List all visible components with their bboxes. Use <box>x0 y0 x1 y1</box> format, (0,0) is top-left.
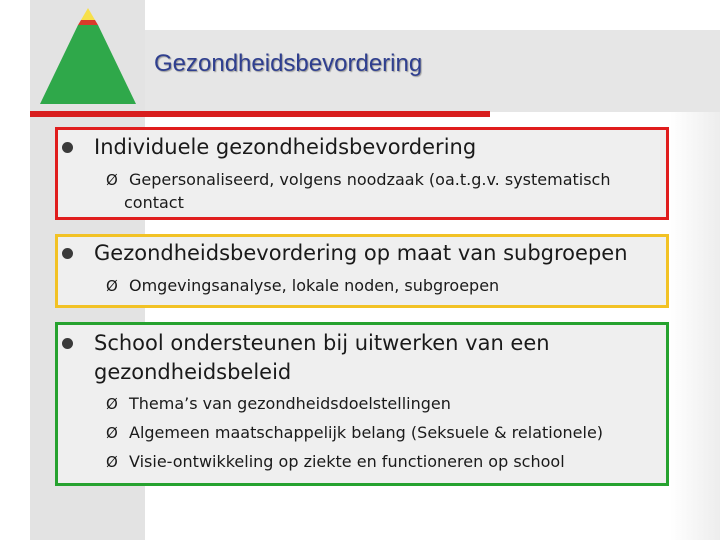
sub-item-text: Algemeen maatschappelijk belang (Seksuele & relationele) <box>129 423 604 442</box>
pyramid-band-red <box>78 20 98 25</box>
bullet-heading: Gezondheidsbevordering op maat van subgroepen <box>94 241 628 265</box>
bullet-dot <box>62 142 73 153</box>
sub-item-text: Omgevingsanalyse, lokale noden, subgroepen <box>129 276 500 295</box>
right-shadow <box>670 112 720 540</box>
panel-individual <box>55 127 669 220</box>
bullet-dot <box>62 248 73 259</box>
title-underline <box>30 111 490 117</box>
panel-school <box>55 322 669 486</box>
sub-item-text: Gepersonaliseerd, volgens noodzaak (oa.t.g.v. systematisch <box>129 170 611 189</box>
pyramid-base-green <box>40 25 136 104</box>
arrow-bullet-icon: Ø <box>106 453 118 471</box>
panel-subgroups <box>55 234 669 308</box>
arrow-bullet-icon: Ø <box>106 171 118 189</box>
arrow-bullet-icon: Ø <box>106 395 118 413</box>
sub-item <box>106 166 611 194</box>
bullet-heading-line1: School ondersteunen bij uitwerken van een <box>94 331 550 355</box>
bullet-dot <box>62 338 73 349</box>
sub-item <box>106 419 603 447</box>
sub-item-text: Thema’s van gezondheidsdoelstellingen <box>129 394 451 413</box>
sub-item-continuation: contact <box>124 193 184 212</box>
sub-item <box>106 390 451 418</box>
bullet-heading: Individuele gezondheidsbevordering <box>94 135 477 159</box>
bullet-heading-line2: gezondheidsbeleid <box>94 360 292 384</box>
health-pyramid-icon <box>38 6 138 106</box>
slide-title: Gezondheidsbevordering <box>154 50 423 77</box>
arrow-bullet-icon: Ø <box>106 277 118 295</box>
sub-item <box>106 272 499 300</box>
sub-item <box>106 448 565 476</box>
pyramid-top-yellow <box>81 8 95 20</box>
sub-item-text: Visie-ontwikkeling op ziekte en functioneren op school <box>129 452 565 471</box>
arrow-bullet-icon: Ø <box>106 424 118 442</box>
